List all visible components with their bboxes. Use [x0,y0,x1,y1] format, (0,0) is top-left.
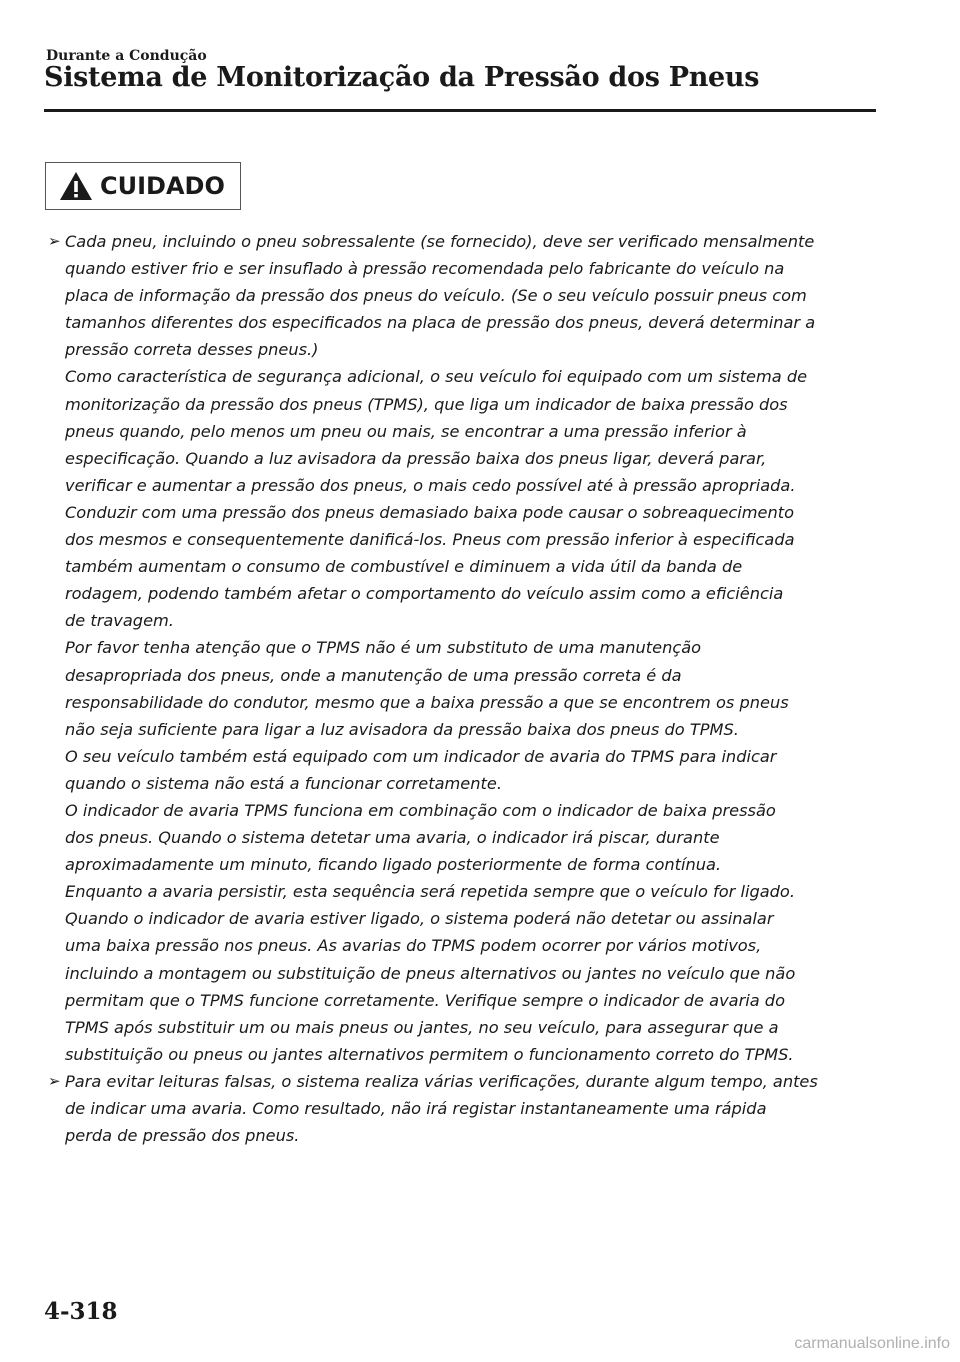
text-line: Como característica de segurança adicional, o seu veículo foi equipado com um sistema de [65,367,808,387]
caution-label: CUIDADO [100,172,225,200]
text-line: rodagem, podendo também afetar o comportamento do veículo assim como a eficiência [65,584,784,604]
text-line: verificar e aumentar a pressão dos pneus, o mais cedo possível até à pressão apropriada. [65,475,796,495]
text-line: também aumentam o consumo de combustível e diminuem a vida útil da banda de [65,557,743,577]
text-line: pneus quando, pelo menos um pneu ou mais, se encontrar a uma pressão inferior à [65,421,747,441]
text-line: incluindo a montagem ou substituição de pneus alternativos ou jantes no veículo que não [65,963,796,983]
text-line: dos pneus. Quando o sistema detetar uma avaria, o indicador irá piscar, durante [65,828,720,848]
text-line: tamanhos diferentes dos especificados na placa de pressão dos pneus, deverá determinar a [65,313,816,333]
text-line: não seja suficiente para ligar a luz avisadora da pressão baixa dos pneus do TPMS. [65,719,739,739]
text-line: aproximadamente um minuto, ficando ligado posteriormente de forma contínua. [65,855,722,875]
text-line: desapropriada dos pneus, onde a manutenção de uma pressão correta é da [65,665,682,685]
text-line: perda de pressão dos pneus. [65,1126,300,1146]
warning-triangle-icon [58,170,94,202]
text-line: Quando o indicador de avaria estiver ligado, o sistema poderá não detetar ou assinalar [65,909,774,929]
bullet-arrow-icon: ➢ [48,1071,61,1090]
caution-box [45,162,241,210]
page-title: Sistema de Monitorização da Pressão dos Pneus [44,62,760,93]
text-line: permitam que o TPMS funcione corretamente. Verifique sempre o indicador de avaria do [65,990,785,1010]
bullet-arrow-icon: ➢ [48,232,61,250]
text-line: O indicador de avaria TPMS funciona em combinação com o indicador de baixa pressão [65,800,776,820]
text-line: quando o sistema não está a funcionar corretamente. [65,773,502,793]
bullet-item [48,1068,878,1149]
text-line: Cada pneu, incluindo o pneu sobressalente (se fornecido), deve ser verificado mensalmente [65,232,815,251]
text-line: monitorização da pressão dos pneus (TPMS), que liga um indicador de baixa pressão dos [65,394,788,414]
text-line: Enquanto a avaria persistir, esta sequência será repetida sempre que o veículo for ligado. [65,882,795,902]
page-number: 4-318 [44,1298,118,1325]
text-line: especificação. Quando a luz avisadora da pressão baixa dos pneus ligar, deverá parar, [65,448,767,468]
text-line: uma baixa pressão nos pneus. As avarias do TPMS podem ocorrer por vários motivos, [65,936,762,956]
watermark: carmanualsonline.info [794,1335,950,1352]
text-line: O seu veículo também está equipado com um indicador de avaria do TPMS para indicar [65,746,777,766]
text-line: dos mesmos e consequentemente danificá-los. Pneus com pressão inferior à especificada [65,530,795,550]
bullet-item [48,228,878,1068]
title-rule [44,109,876,112]
text-line: Conduzir com uma pressão dos pneus demasiado baixa pode causar o sobreaquecimento [65,502,794,522]
text-line: placa de informação da pressão dos pneus do veículo. (Se o seu veículo possuir pneus com [65,286,807,306]
text-line: Por favor tenha atenção que o TPMS não é um substituto de uma manutenção [65,638,702,658]
text-line: responsabilidade do condutor, mesmo que a baixa pressão a que se encontrem os pneus [65,692,789,712]
text-line: TPMS após substituir um ou mais pneus ou jantes, no seu veículo, para assegurar que a [65,1017,779,1037]
text-line: pressão correta desses pneus.) [65,340,319,360]
caution-body [48,228,878,1149]
text-line: de travagem. [65,611,174,631]
text-line: substituição ou pneus ou jantes alternativos permitem o funcionamento correto do TPMS. [65,1044,794,1064]
text-line: de indicar uma avaria. Como resultado, não irá registar instantaneamente uma rápida [65,1099,767,1118]
text-line: quando estiver frio e ser insuflado à pressão recomendada pelo fabricante do veículo na [65,259,785,279]
text-line: Para evitar leituras falsas, o sistema realiza várias verificações, durante algum tempo, antes [65,1071,818,1091]
section-label: Durante a Condução [46,48,207,64]
